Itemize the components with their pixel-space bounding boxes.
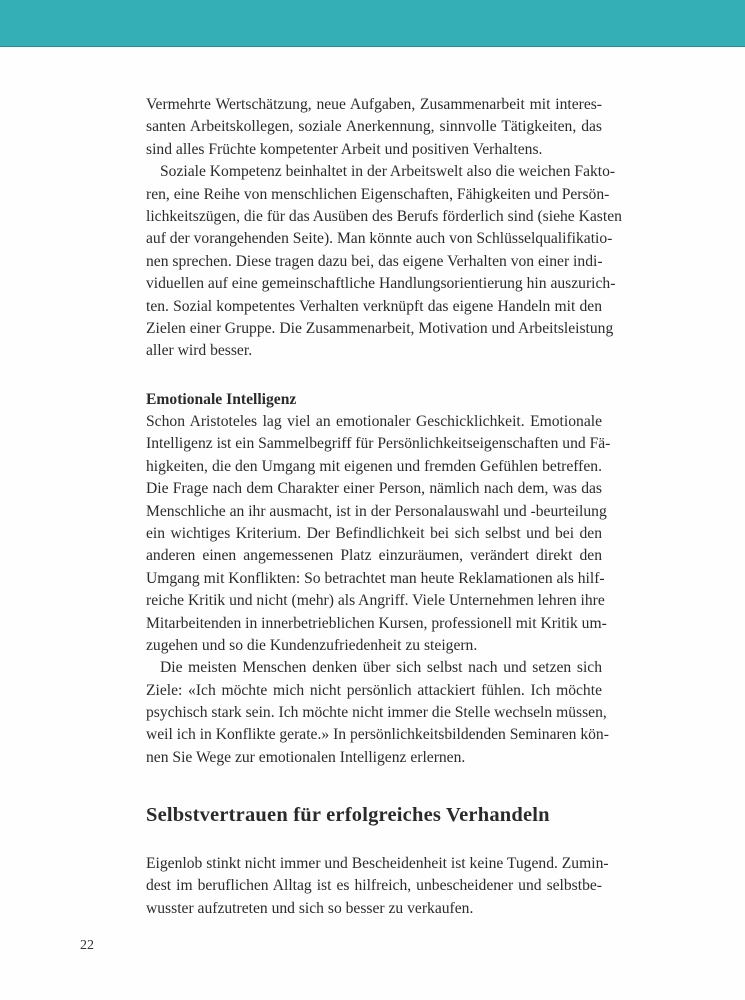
text-line: nen Sie Wege zur emotionalen Intelligenz erlernen. — [146, 748, 466, 766]
section-heading: Selbstvertrauen für erfolgreiches Verhandeln — [146, 804, 550, 826]
text-line: zugehen und so die Kundenzufriedenheit zu steigern. — [146, 636, 478, 654]
text-line: Soziale Kompetenz beinhaltet in der Arbeitswelt also die weichen Fakto- — [160, 163, 616, 181]
text-line: Ziele: «Ich möchte mich nicht persönlich attackiert fühlen. Ich möchte — [146, 681, 602, 699]
intro-paragraphs — [146, 94, 622, 363]
negotiation-paragraph — [146, 853, 609, 920]
text-line: Intelligenz ist ein Sammelbegriff für Persönlichkeitseigenschaften und Fä- — [146, 435, 611, 453]
text-line: Mitarbeitenden in innerbetrieblichen Kursen, professionell mit Kritik um- — [146, 614, 607, 632]
text-line: sind alles Früchte kompetenter Arbeit und positiven Verhaltens. — [146, 140, 543, 158]
text-line: ten. Sozial kompetentes Verhalten verknüpft das eigene Handeln mit den — [146, 297, 602, 315]
text-line: wusster aufzutreten und sich so besser zu verkaufen. — [146, 899, 474, 917]
text-line: aller wird besser. — [146, 342, 253, 360]
text-line: viduellen auf eine gemeinschaftliche Handlungsorientierung hin auszurich- — [146, 275, 616, 293]
emotional-intelligence-paragraphs — [146, 411, 611, 769]
text-line: nen sprechen. Diese tragen dazu bei, das eigene Verhalten von einer indi- — [146, 252, 603, 270]
text-line: psychisch stark sein. Ich möchte nicht immer die Stelle wechseln müssen, — [146, 704, 607, 722]
text-line: Zielen einer Gruppe. Die Zusammenarbeit, Motivation und Arbeitsleistung — [146, 319, 614, 337]
text-line: Vermehrte Wertschätzung, neue Aufgaben, Zusammenarbeit mit interes- — [146, 96, 602, 113]
text-line: anderen einen angemessenen Platz einzuräumen, verändert direkt den — [146, 547, 602, 565]
subheading-emotional-intelligence: Emotionale Intelligenz — [146, 391, 297, 408]
text-line: Menschliche an ihr ausmacht, ist in der Personalauswahl und -beurteilung — [146, 502, 607, 520]
text-line: Schon Aristoteles lag viel an emotionaler Geschicklichkeit. Emotionale — [146, 413, 602, 430]
text-line: ein wichtiges Kriterium. Der Befindlichkeit bei sich selbst und bei den — [146, 524, 602, 542]
text-line: santen Arbeitskollegen, soziale Anerkennung, sinnvolle Tätigkeiten, das — [146, 118, 602, 136]
page-number: 22 — [80, 938, 94, 953]
text-line: Die meisten Menschen denken über sich selbst nach und setzen sich — [160, 659, 602, 677]
text-line: weil ich in Konflikte gerate.» In persönlichkeitsbildenden Seminaren kön- — [146, 726, 609, 744]
header-color-band — [0, 0, 745, 47]
text-line: auf der vorangehenden Seite). Man könnte auch von Schlüsselqualifikatio- — [146, 230, 613, 248]
text-line: lichkeitszügen, die für das Ausüben des Berufs förderlich sind (siehe Kasten — [146, 207, 622, 225]
text-line: dest im beruflichen Alltag ist es hilfreich, unbescheidener und selbstbe- — [146, 877, 602, 895]
text-line: ren, eine Reihe von menschlichen Eigenschaften, Fähigkeiten und Persön- — [146, 185, 610, 203]
text-line: Die Frage nach dem Charakter einer Person, nämlich nach dem, was das — [146, 480, 602, 498]
text-line: higkeiten, die den Umgang mit eigenen und fremden Gefühlen betreffen. — [146, 457, 602, 475]
text-line: Eigenlob stinkt nicht immer und Bescheidenheit ist keine Tugend. Zumin- — [146, 855, 609, 872]
text-line: Umgang mit Konflikten: So betrachtet man heute Reklamationen als hilf- — [146, 569, 605, 587]
text-line: reiche Kritik und nicht (mehr) als Angriff. Viele Unternehmen lehren ihre — [146, 592, 605, 610]
